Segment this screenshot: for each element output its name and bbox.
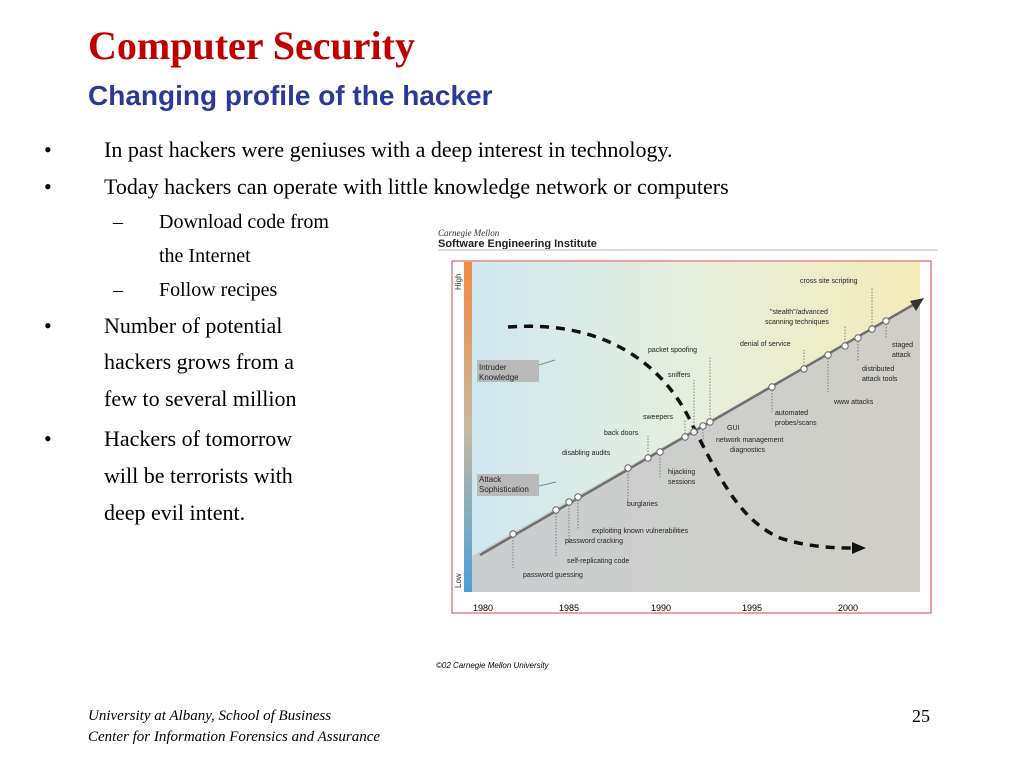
year-label: 2000 [838, 603, 859, 613]
year-label: 1980 [473, 603, 494, 613]
event-label: staged [892, 342, 914, 349]
year-label: 1995 [742, 603, 763, 613]
page-number: 25 [912, 706, 930, 726]
slide-title: Computer Security [88, 23, 415, 68]
bullet-marker: • [44, 313, 52, 338]
bullet-text: will be terrorists with [104, 463, 293, 488]
slide-subtitle: Changing profile of the hacker [88, 80, 493, 111]
axis-low-label: Low [454, 573, 463, 588]
footer-line2: Center for Information Forensics and Assurance [88, 729, 381, 745]
year-label: 1990 [651, 603, 672, 613]
year-label: 1985 [559, 603, 580, 613]
footer-line1: University at Albany, School of Business [88, 708, 332, 724]
event-label: back doors [604, 430, 639, 437]
bullet-text: few to several million [104, 386, 297, 411]
bullet-marker: • [44, 174, 52, 199]
sub-bullet-text: Download code from [159, 211, 329, 233]
event-label: exploiting known vulnerabilities [592, 528, 689, 535]
event-label: diagnostics [730, 447, 766, 454]
event-label: self-replicating code [567, 558, 630, 565]
legend-intruder-line1: Intruder [479, 363, 507, 372]
figure-copyright: ©02 Carnegie Mellon University [436, 661, 549, 670]
event-label: cross site scripting [800, 278, 858, 285]
bullet-text: hackers grows from a [104, 349, 294, 374]
legend-attack-line2: Sophistication [479, 485, 529, 494]
bullet-text: Today hackers can operate with little knowledge network or computers [104, 174, 729, 199]
event-label: sniffers [668, 372, 691, 379]
event-label: scanning techniques [765, 319, 829, 326]
event-label: hijacking [668, 469, 696, 476]
event-label: probes/scans [775, 420, 817, 427]
event-label: distributed [862, 366, 895, 373]
bullet-text: In past hackers were geniuses with a deep interest in technology. [104, 137, 673, 162]
bullet-text: Hackers of tomorrow [104, 426, 293, 451]
sub-bullet-text: the Internet [159, 245, 251, 267]
sub-bullet-text: Follow recipes [159, 279, 278, 301]
sub-bullet-marker: – [113, 211, 123, 233]
sub-bullet-marker: – [113, 279, 123, 301]
event-label: automated [775, 410, 809, 417]
event-label: attack [892, 352, 911, 359]
event-label: network management [716, 437, 784, 444]
legend-intruder-line2: Knowledge [479, 373, 519, 382]
org-name-cmu: Carnegie Mellon [438, 228, 500, 238]
axis-high-label: High [454, 273, 463, 290]
org-name-sei: Software Engineering Institute [438, 238, 597, 250]
event-label: "stealth"/advanced [770, 309, 828, 316]
event-label: GUI [727, 425, 740, 432]
event-label: password guessing [523, 572, 583, 579]
event-label: packet spoofing [648, 347, 698, 354]
bullet-text: Number of potential [104, 313, 283, 338]
bullet-marker: • [44, 426, 52, 451]
event-label: burglaries [627, 501, 658, 508]
event-label: denial of service [740, 341, 791, 348]
bullet-marker: • [44, 137, 52, 162]
event-label: sweepers [643, 414, 673, 421]
legend-attack-line1: Attack [479, 475, 502, 484]
event-label: password cracking [565, 538, 623, 545]
event-label: attack tools [862, 376, 898, 383]
event-label: sessions [668, 479, 696, 486]
bullet-text: deep evil intent. [104, 500, 246, 525]
event-label: disabling audits [562, 450, 611, 457]
event-label: www attacks [834, 399, 874, 406]
